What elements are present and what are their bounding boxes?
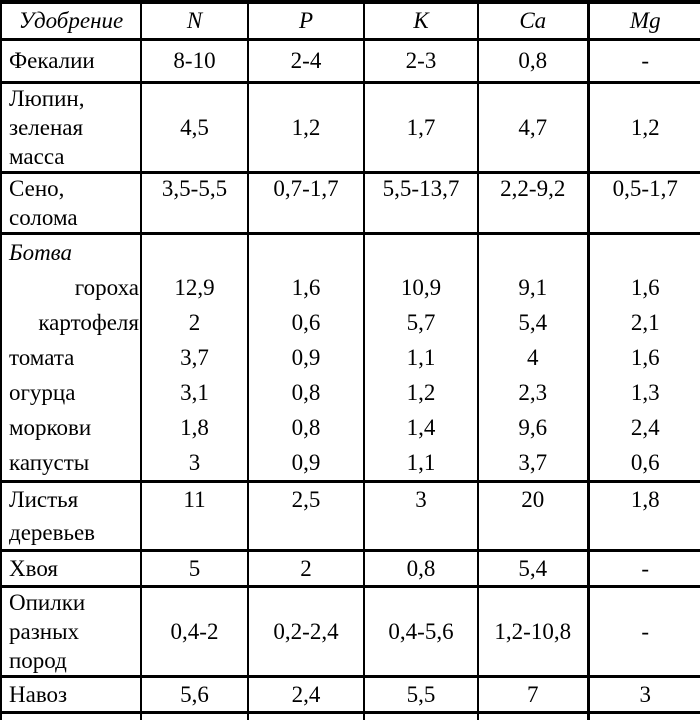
value: 0,5-1,7 xyxy=(612,176,678,201)
value: 2,3 xyxy=(518,380,548,405)
value-cell: 5,6 xyxy=(141,677,248,713)
value-cell: 4,5 xyxy=(141,83,248,173)
value: 0,9 xyxy=(291,450,321,475)
row-label-cell xyxy=(1,173,141,234)
value: 1,6 xyxy=(291,275,321,300)
label-line: Сено, xyxy=(9,176,65,201)
value-cell xyxy=(478,173,588,234)
header-cell-n: N xyxy=(141,2,248,40)
spacer xyxy=(142,235,247,270)
value-cell xyxy=(478,482,588,551)
value: 9,6 xyxy=(518,415,548,440)
label-line: Опилки xyxy=(9,590,86,615)
value: 0,6 xyxy=(291,310,321,335)
value: 12,9 xyxy=(174,275,215,300)
value-cell: 5 xyxy=(141,551,248,587)
row-label-cell: Хвоя xyxy=(1,551,141,587)
value-cell: 1,2-10,8 xyxy=(478,587,588,677)
value: 20 xyxy=(521,487,545,512)
value: 1,4 xyxy=(406,415,436,440)
label-line: пород xyxy=(9,648,67,673)
label-line: масса xyxy=(9,144,65,169)
row-label-cell: Навоз xyxy=(1,677,141,713)
value-cell: 2,4 xyxy=(248,677,364,713)
border-stub-row xyxy=(1,713,700,721)
value-cell: 1,2 xyxy=(588,83,700,173)
label-line: Люпин, xyxy=(9,86,85,111)
value-cell xyxy=(478,234,588,482)
value-cell xyxy=(248,173,364,234)
value: 0,7-1,7 xyxy=(273,176,339,201)
value: 5,4 xyxy=(518,310,548,335)
value: 3,5-5,5 xyxy=(161,176,228,201)
table-row-fekalii xyxy=(1,40,700,83)
value-cell: 2-4 xyxy=(248,40,364,83)
value-cell: 0,8 xyxy=(478,40,588,83)
value: 2,4 xyxy=(630,415,660,440)
row-label-cell xyxy=(1,234,141,482)
table-row-listya xyxy=(1,482,700,551)
spacer xyxy=(249,235,363,270)
value-cell: 3 xyxy=(588,677,700,713)
value-cell: 4,7 xyxy=(478,83,588,173)
value-cell: - xyxy=(588,551,700,587)
value: 3,7 xyxy=(180,345,209,370)
value: 3 xyxy=(188,450,201,475)
divider xyxy=(364,713,478,721)
value: 3,1 xyxy=(180,380,209,405)
header-cell-ca: Ca xyxy=(478,2,588,40)
divider xyxy=(1,713,141,721)
row-label-cell xyxy=(1,482,141,551)
label-line: разных xyxy=(9,619,80,644)
value-cell: 0,8 xyxy=(364,551,478,587)
divider xyxy=(478,713,588,721)
value-cell xyxy=(588,234,700,482)
value-cell: - xyxy=(588,40,700,83)
value: 1,1 xyxy=(406,345,436,370)
value: 10,9 xyxy=(400,275,442,300)
value-cell xyxy=(588,482,700,551)
value-cell xyxy=(141,173,248,234)
value: 1,6 xyxy=(630,345,660,370)
value: 3 xyxy=(415,487,427,512)
value: 2 xyxy=(188,310,201,335)
row-label-cell xyxy=(1,83,141,173)
value: 3,7 xyxy=(518,450,548,475)
value-cell: 0,2-2,4 xyxy=(248,587,364,677)
value: 5,7 xyxy=(406,310,436,335)
label-line: солома xyxy=(9,205,78,230)
header-cell-fertilizer: Удобрение xyxy=(1,2,141,40)
label-line: деревьев xyxy=(9,520,96,545)
row-label-cell: Фекалии xyxy=(1,40,141,83)
value-cell xyxy=(364,234,478,482)
value: 0,9 xyxy=(291,345,321,370)
divider xyxy=(141,713,248,721)
value: 1,1 xyxy=(406,450,436,475)
value: 9,1 xyxy=(518,275,548,300)
value: 4 xyxy=(527,345,539,370)
value: 2,5 xyxy=(291,487,321,512)
value-cell xyxy=(248,234,364,482)
value-cell: 5,5 xyxy=(364,677,478,713)
value-cell: 2 xyxy=(248,551,364,587)
header-row xyxy=(1,2,700,40)
label-line: гороха xyxy=(74,275,139,300)
value-cell: 1,7 xyxy=(364,83,478,173)
value-cell: 0,4-2 xyxy=(141,587,248,677)
value-cell: 0,4-5,6 xyxy=(364,587,478,677)
table-row-navoz xyxy=(1,677,700,713)
value-cell xyxy=(588,173,700,234)
label-line: моркови xyxy=(9,415,92,440)
spacer xyxy=(365,235,477,270)
spacer xyxy=(590,235,700,270)
header-cell-k: K xyxy=(364,2,478,40)
label-line: капусты xyxy=(9,450,90,475)
table-row-botva-group xyxy=(1,234,700,482)
label-line: зеленая xyxy=(9,115,84,140)
table-row-opilki xyxy=(1,587,700,677)
value: 2,1 xyxy=(630,310,660,335)
value: 1,6 xyxy=(630,275,660,300)
spacer xyxy=(479,235,587,270)
value: 1,8 xyxy=(180,415,209,440)
label-line: Листья xyxy=(9,487,79,512)
value-cell: 2-3 xyxy=(364,40,478,83)
value-cell xyxy=(364,173,478,234)
value-cell xyxy=(141,482,248,551)
divider xyxy=(248,713,364,721)
value: 0,8 xyxy=(291,380,321,405)
value: 1,3 xyxy=(630,380,660,405)
table-row-seno xyxy=(1,173,700,234)
header-cell-mg: Mg xyxy=(588,2,700,40)
group-label: Ботва xyxy=(9,240,73,265)
value-cell: 5,4 xyxy=(478,551,588,587)
table-row-hvoya xyxy=(1,551,700,587)
table-row-lupin xyxy=(1,83,700,173)
value-cell: 1,2 xyxy=(248,83,364,173)
label-line: картофеля xyxy=(38,310,139,335)
value: 2,2-9,2 xyxy=(500,176,566,201)
row-label-cell xyxy=(1,587,141,677)
value-cell xyxy=(141,234,248,482)
divider xyxy=(588,713,700,721)
value: 1,8 xyxy=(630,487,660,512)
value-cell: - xyxy=(588,587,700,677)
label-line: огурца xyxy=(9,380,76,405)
label-line: томата xyxy=(9,345,75,370)
value-cell: 7 xyxy=(478,677,588,713)
value: 0,6 xyxy=(630,450,660,475)
value: 1,2 xyxy=(406,380,436,405)
value: 11 xyxy=(183,487,206,512)
value-cell xyxy=(364,482,478,551)
value-cell xyxy=(248,482,364,551)
header-cell-p: P xyxy=(248,2,364,40)
value-cell: 8-10 xyxy=(141,40,248,83)
value: 0,8 xyxy=(291,415,321,440)
value: 5,5-13,7 xyxy=(382,176,460,201)
